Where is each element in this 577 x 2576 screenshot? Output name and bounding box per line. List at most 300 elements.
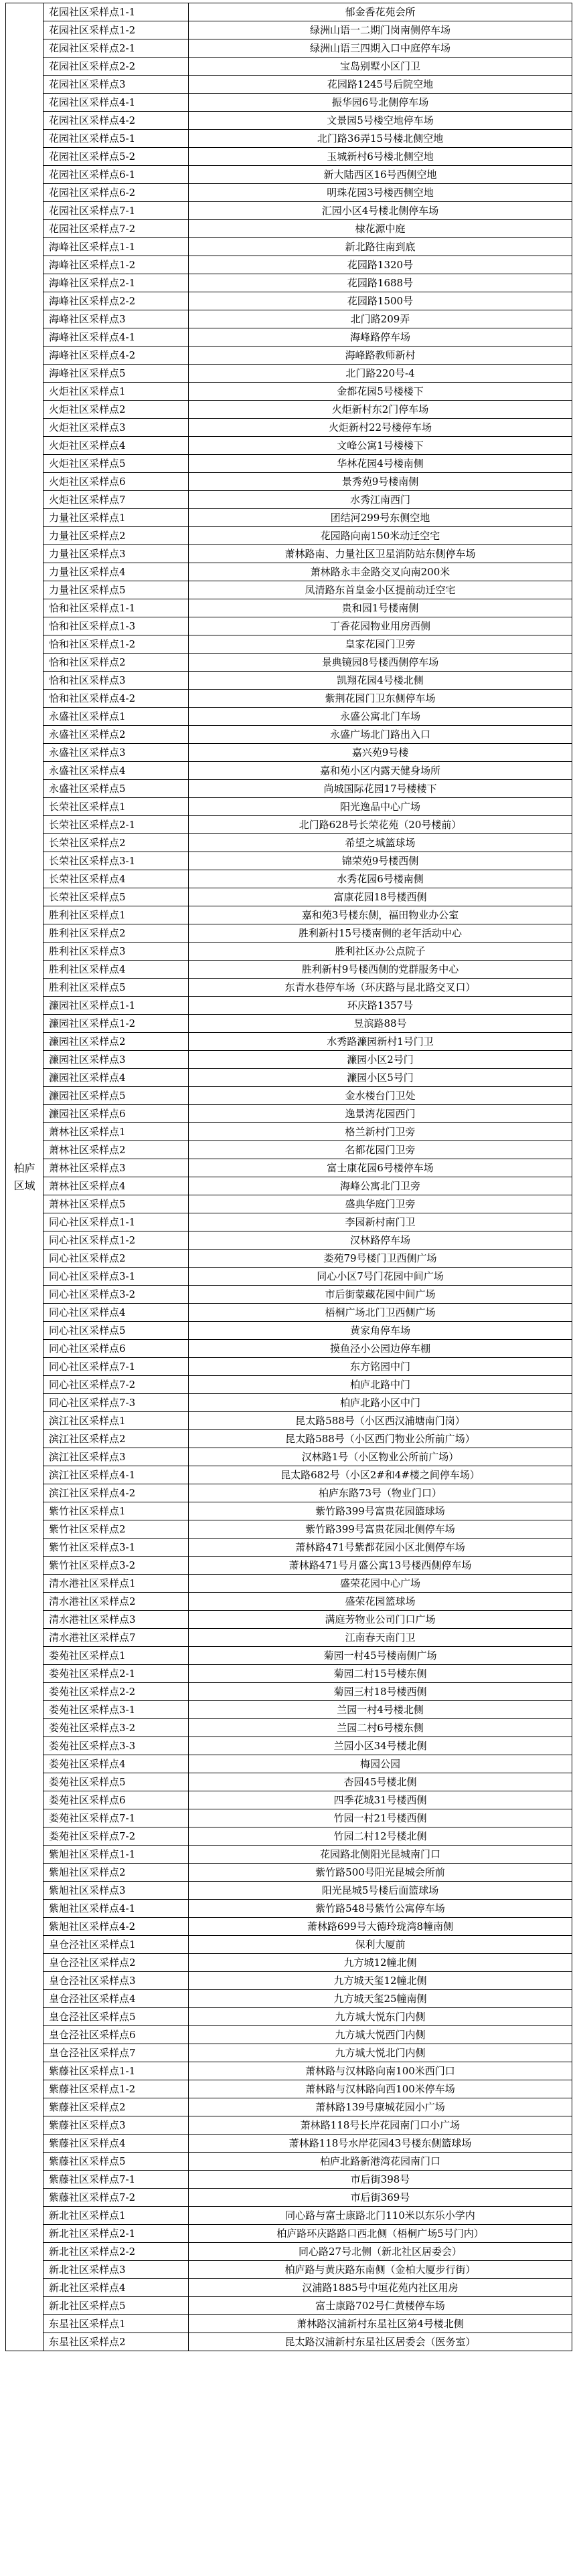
sampling-site-location: 嘉和苑小区内露天健身场所 [189, 762, 572, 780]
sampling-site-name: 紫藤社区采样点1-1 [44, 2062, 189, 2080]
table-row [6, 1791, 572, 1809]
sampling-site-name: 胜利社区采样点2 [44, 924, 189, 943]
sampling-site-location: 新北路往南到底 [189, 238, 572, 256]
sampling-site-location: 海峰路停车场 [189, 328, 572, 346]
table-row [6, 1015, 572, 1033]
table-row [6, 1250, 572, 1268]
sampling-site-name: 娄苑社区采样点6 [44, 1791, 189, 1809]
sampling-site-name: 海峰社区采样点5 [44, 365, 189, 383]
sampling-site-location: 保利大厦前 [189, 1936, 572, 1954]
sampling-sites-table [5, 3, 572, 2351]
sampling-site-location: 紫竹路399号富贵花园篮球场 [189, 1502, 572, 1520]
sampling-site-name: 同心社区采样点7-3 [44, 1394, 189, 1412]
sampling-site-location: 九方城天玺12幢北侧 [189, 1972, 572, 1990]
sampling-site-location: 北门路209弄 [189, 310, 572, 328]
sampling-site-name: 滨江社区采样点3 [44, 1448, 189, 1466]
table-row [6, 1665, 572, 1683]
table-row [6, 2116, 572, 2135]
table-row [6, 401, 572, 419]
sampling-site-name: 紫旭社区采样点3 [44, 1882, 189, 1900]
sampling-site-location: 明珠花园3号楼西侧空地 [189, 184, 572, 202]
sampling-site-name: 滨江社区采样点1 [44, 1412, 189, 1430]
sampling-site-name: 娄苑社区采样点2-2 [44, 1683, 189, 1701]
sampling-site-location: 逸景湾花园西门 [189, 1105, 572, 1123]
table-row [6, 798, 572, 816]
table-row [6, 2171, 572, 2189]
sampling-site-location: 东青水巷停车场（环庆路与昆北路交叉口） [189, 979, 572, 997]
table-row [6, 2080, 572, 2098]
table-row [6, 184, 572, 202]
table-row [6, 599, 572, 617]
sampling-site-location: 振华园6号北侧停车场 [189, 94, 572, 112]
table-row [6, 1123, 572, 1141]
sampling-site-name: 东星社区采样点2 [44, 2333, 189, 2351]
sampling-site-name: 皇仓泾社区采样点1 [44, 1936, 189, 1954]
table-row [6, 292, 572, 310]
sampling-site-name: 海峰社区采样点2-1 [44, 274, 189, 292]
sampling-site-name: 同心社区采样点5 [44, 1322, 189, 1340]
sampling-site-location: 同心小区7号门花园中间广场 [189, 1268, 572, 1286]
sampling-site-location: 文峰公寓1号楼楼下 [189, 437, 572, 455]
table-row [6, 2315, 572, 2333]
table-row [6, 943, 572, 961]
sampling-site-location: 凯翔花园4号楼北侧 [189, 672, 572, 690]
table-row [6, 1575, 572, 1593]
sampling-site-location: 柏庐东路73号（物业门口） [189, 1484, 572, 1502]
table-row [6, 112, 572, 130]
sampling-site-name: 火炬社区采样点6 [44, 473, 189, 491]
sampling-site-location: 萧林路永丰金路交叉向南200米 [189, 563, 572, 581]
table-row [6, 2098, 572, 2116]
sampling-site-name: 紫竹社区采样点3-1 [44, 1539, 189, 1557]
sampling-sites-body [6, 3, 572, 2351]
sampling-site-name: 新北社区采样点1 [44, 2207, 189, 2225]
table-row [6, 1141, 572, 1159]
sampling-site-location: 濂园小区2号门 [189, 1051, 572, 1069]
table-row [6, 1755, 572, 1773]
sampling-site-name: 恰和社区采样点3 [44, 672, 189, 690]
table-row [6, 1322, 572, 1340]
sampling-site-location: 萧林路471号紫都花园小区北侧停车场 [189, 1539, 572, 1557]
sampling-site-name: 火炬社区采样点2 [44, 401, 189, 419]
sampling-site-location: 文景园5号楼空地停车场 [189, 112, 572, 130]
sampling-site-location: 紫竹路500号阳光昆城会所前 [189, 1864, 572, 1882]
table-row [6, 2333, 572, 2351]
table-row [6, 58, 572, 76]
sampling-site-name: 长荣社区采样点5 [44, 888, 189, 906]
sampling-site-name: 新北社区采样点4 [44, 2279, 189, 2297]
table-row [6, 2261, 572, 2279]
table-row [6, 1737, 572, 1755]
sampling-site-location: 北门路36弄15号楼北侧空地 [189, 130, 572, 148]
sampling-site-location: 嘉兴苑9号楼 [189, 744, 572, 762]
sampling-site-name: 同心社区采样点2 [44, 1250, 189, 1268]
sampling-site-location: 胜利社区办公点院子 [189, 943, 572, 961]
table-row [6, 1990, 572, 2008]
table-row [6, 455, 572, 473]
sampling-site-location: 宝岛别墅小区门卫 [189, 58, 572, 76]
table-row [6, 1539, 572, 1557]
table-row [6, 1864, 572, 1882]
region-cell: 柏庐区域 [6, 3, 44, 2351]
table-row [6, 1159, 572, 1177]
table-row [6, 1304, 572, 1322]
sampling-site-location: 花园路1500号 [189, 292, 572, 310]
table-row [6, 1213, 572, 1231]
sampling-site-location: 市后街蒙藏花园中间广场 [189, 1286, 572, 1304]
sampling-site-location: 海峰公寓北门卫旁 [189, 1177, 572, 1195]
sampling-site-location: 汉林路停车场 [189, 1231, 572, 1250]
sampling-site-name: 同心社区采样点6 [44, 1340, 189, 1358]
sampling-site-location: 金都花园5号楼楼下 [189, 383, 572, 401]
sampling-site-name: 恰和社区采样点4-2 [44, 690, 189, 708]
sampling-site-name: 濂园社区采样点6 [44, 1105, 189, 1123]
sampling-site-name: 新北社区采样点3 [44, 2261, 189, 2279]
sampling-site-name: 萧林社区采样点1 [44, 1123, 189, 1141]
table-row [6, 762, 572, 780]
sampling-site-name: 火炬社区采样点7 [44, 491, 189, 509]
sampling-site-location: 柏庐路环庆路路口西北侧（梧桐广场5号门内） [189, 2225, 572, 2243]
table-row [6, 1051, 572, 1069]
table-row [6, 780, 572, 798]
table-row [6, 1087, 572, 1105]
sampling-site-name: 花园社区采样点3 [44, 76, 189, 94]
sampling-site-name: 萧林社区采样点2 [44, 1141, 189, 1159]
sampling-site-location: 同心路与富士康路北门110米以东乐小学内 [189, 2207, 572, 2225]
sampling-site-location: 菊园三村18号楼西侧 [189, 1683, 572, 1701]
sampling-site-location: 萧林路汉浦新村东星社区第4号楼北侧 [189, 2315, 572, 2333]
sampling-site-location: 满庭芳物业公司门口广场 [189, 1611, 572, 1629]
sampling-site-name: 紫藤社区采样点1-2 [44, 2080, 189, 2098]
table-row [6, 2044, 572, 2062]
sampling-site-name: 永盛社区采样点3 [44, 744, 189, 762]
sampling-site-location: 九方城大悦东门内侧 [189, 2008, 572, 2026]
sampling-site-location: 濂园小区5号门 [189, 1069, 572, 1087]
table-row [6, 1593, 572, 1611]
table-row [6, 1033, 572, 1051]
sampling-site-name: 同心社区采样点3-1 [44, 1268, 189, 1286]
sampling-site-name: 紫旭社区采样点4-2 [44, 1918, 189, 1936]
sampling-site-name: 皇仓泾社区采样点2 [44, 1954, 189, 1972]
table-row [6, 1286, 572, 1304]
table-row [6, 473, 572, 491]
table-row [6, 1611, 572, 1629]
sampling-site-name: 皇仓泾社区采样点3 [44, 1972, 189, 1990]
sampling-site-name: 新北社区采样点2-1 [44, 2225, 189, 2243]
table-row [6, 1376, 572, 1394]
sampling-site-location: 花园路北侧阳光昆城南门口 [189, 1846, 572, 1864]
sampling-site-name: 火炬社区采样点5 [44, 455, 189, 473]
sampling-site-location: 昱滨路88号 [189, 1015, 572, 1033]
sampling-site-location: 萧林路与汉林路向西100米停车场 [189, 2080, 572, 2098]
sampling-site-name: 娄苑社区采样点4 [44, 1755, 189, 1773]
sampling-site-name: 紫藤社区采样点2 [44, 2098, 189, 2116]
sampling-site-location: 嘉和苑3号楼东侧，福田物业办公室 [189, 906, 572, 924]
sampling-site-name: 娄苑社区采样点3-2 [44, 1719, 189, 1737]
sampling-site-name: 胜利社区采样点4 [44, 961, 189, 979]
table-row [6, 2279, 572, 2297]
sampling-site-name: 东星社区采样点1 [44, 2315, 189, 2333]
table-row [6, 2008, 572, 2026]
table-row [6, 1177, 572, 1195]
table-row [6, 2153, 572, 2171]
sampling-site-location: 李园新村南门卫 [189, 1213, 572, 1231]
sampling-site-name: 紫藤社区采样点7-1 [44, 2171, 189, 2189]
table-row [6, 888, 572, 906]
sampling-site-name: 花园社区采样点1-1 [44, 3, 189, 21]
table-row [6, 76, 572, 94]
sampling-site-location: 丁香花园物业用房西侧 [189, 617, 572, 635]
sampling-site-location: 梧桐广场北门卫西侧广场 [189, 1304, 572, 1322]
sampling-site-location: 江南春天南门卫 [189, 1629, 572, 1647]
table-row [6, 1502, 572, 1520]
sampling-site-location: 兰园二村6号楼东侧 [189, 1719, 572, 1737]
table-row [6, 1972, 572, 1990]
sampling-site-location: 尚城国际花园17号楼楼下 [189, 780, 572, 798]
table-row [6, 1069, 572, 1087]
sampling-site-name: 海峰社区采样点4-1 [44, 328, 189, 346]
sampling-site-location: 梅园公园 [189, 1755, 572, 1773]
sampling-site-name: 新北社区采样点5 [44, 2297, 189, 2315]
table-row [6, 545, 572, 563]
sampling-site-name: 永盛社区采样点2 [44, 726, 189, 744]
sampling-site-name: 火炬社区采样点3 [44, 419, 189, 437]
table-row [6, 2225, 572, 2243]
sampling-site-name: 濂园社区采样点5 [44, 1087, 189, 1105]
table-row [6, 924, 572, 943]
sampling-site-name: 娄苑社区采样点7-1 [44, 1809, 189, 1827]
sampling-site-name: 紫竹社区采样点3-2 [44, 1557, 189, 1575]
table-row [6, 383, 572, 401]
sampling-site-name: 滨江社区采样点4-1 [44, 1466, 189, 1484]
sampling-site-name: 娄苑社区采样点7-2 [44, 1827, 189, 1846]
sampling-site-name: 紫旭社区采样点4-1 [44, 1900, 189, 1918]
sampling-site-location: 兰园一村4号楼北侧 [189, 1701, 572, 1719]
table-row [6, 1846, 572, 1864]
sampling-site-location: 紫竹路399号富贵花园北侧停车场 [189, 1520, 572, 1539]
sampling-site-location: 汉林路1号（小区物业公所前广场） [189, 1448, 572, 1466]
sampling-site-name: 花园社区采样点6-1 [44, 166, 189, 184]
sampling-site-name: 濂园社区采样点2 [44, 1033, 189, 1051]
table-row [6, 672, 572, 690]
sampling-site-location: 四季花城31号楼西侧 [189, 1791, 572, 1809]
table-row [6, 1520, 572, 1539]
sampling-site-location: 汇园小区4号楼北侧停车场 [189, 202, 572, 220]
sampling-site-location: 阳光昆城5号楼后面篮球场 [189, 1882, 572, 1900]
sampling-site-location: 棣花源中庭 [189, 220, 572, 238]
table-row [6, 1719, 572, 1737]
sampling-site-name: 紫藤社区采样点3 [44, 2116, 189, 2135]
table-row [6, 2135, 572, 2153]
table-row [6, 527, 572, 545]
sampling-site-location: 九方城大悦西门内侧 [189, 2026, 572, 2044]
sampling-site-location: 水秀路濂园新村1号门卫 [189, 1033, 572, 1051]
table-row [6, 1466, 572, 1484]
sampling-site-location: 萧林路118号水岸花园43号楼东侧篮球场 [189, 2135, 572, 2153]
sampling-site-name: 濂园社区采样点1-2 [44, 1015, 189, 1033]
table-row [6, 1773, 572, 1791]
sampling-site-name: 胜利社区采样点1 [44, 906, 189, 924]
sampling-site-name: 海峰社区采样点3 [44, 310, 189, 328]
sampling-site-name: 恰和社区采样点1-2 [44, 635, 189, 654]
sampling-site-location: 柏庐路与黄庆路东南侧（金柏大厦步行街） [189, 2261, 572, 2279]
table-row [6, 1484, 572, 1502]
sampling-site-name: 娄苑社区采样点3-1 [44, 1701, 189, 1719]
sampling-site-name: 清水港社区采样点2 [44, 1593, 189, 1611]
sampling-site-name: 花园社区采样点2-1 [44, 39, 189, 58]
sampling-site-location: 绿洲山语三四期入口中庭停车场 [189, 39, 572, 58]
sampling-site-location: 昆太路682号（小区2#和4#楼之间停车场） [189, 1466, 572, 1484]
sampling-site-location: 玉城新村6号楼北侧空地 [189, 148, 572, 166]
table-row [6, 437, 572, 455]
table-row [6, 1647, 572, 1665]
sampling-site-location: 柏庐北路中门 [189, 1376, 572, 1394]
sampling-site-name: 滨江社区采样点4-2 [44, 1484, 189, 1502]
sampling-site-name: 娄苑社区采样点5 [44, 1773, 189, 1791]
table-row [6, 690, 572, 708]
table-row [6, 94, 572, 112]
table-row [6, 1448, 572, 1466]
table-row [6, 202, 572, 220]
sampling-site-location: 郁金香花苑会所 [189, 3, 572, 21]
sampling-site-location: 胜利新村15号楼南侧的老年活动中心 [189, 924, 572, 943]
sampling-site-name: 紫藤社区采样点5 [44, 2153, 189, 2171]
table-row [6, 419, 572, 437]
sampling-site-name: 紫竹社区采样点2 [44, 1520, 189, 1539]
table-row [6, 3, 572, 21]
sampling-site-location: 萧林路471号月盛公寓13号楼西侧停车场 [189, 1557, 572, 1575]
table-row [6, 346, 572, 365]
sampling-site-name: 长荣社区采样点3-1 [44, 852, 189, 870]
sampling-site-name: 紫藤社区采样点7-2 [44, 2189, 189, 2207]
table-row [6, 1430, 572, 1448]
sampling-site-name: 紫旭社区采样点1-1 [44, 1846, 189, 1864]
sampling-site-name: 濂园社区采样点1-1 [44, 997, 189, 1015]
sampling-site-location: 水秀花园6号楼南侧 [189, 870, 572, 888]
sampling-site-name: 海峰社区采样点4-2 [44, 346, 189, 365]
sampling-site-name: 力量社区采样点2 [44, 527, 189, 545]
sampling-site-location: 同心路27号北侧（新北社区居委会） [189, 2243, 572, 2261]
sampling-site-name: 花园社区采样点7-2 [44, 220, 189, 238]
table-row [6, 834, 572, 852]
table-row [6, 563, 572, 581]
table-row [6, 1701, 572, 1719]
table-row [6, 491, 572, 509]
sampling-site-location: 花园路向南150米动迁空宅 [189, 527, 572, 545]
sampling-site-name: 同心社区采样点3-2 [44, 1286, 189, 1304]
sampling-site-location: 紫荆花园门卫东侧停车场 [189, 690, 572, 708]
sampling-site-name: 皇仓泾社区采样点6 [44, 2026, 189, 2044]
sampling-site-location: 凤清路东首皇金小区提前动迁空宅 [189, 581, 572, 599]
table-row [6, 997, 572, 1015]
sampling-site-location: 萧林路699号大德玲珑湾8幢南侧 [189, 1918, 572, 1936]
sampling-site-location: 景典镜园8号楼西侧停车场 [189, 654, 572, 672]
table-row [6, 2062, 572, 2080]
table-row [6, 906, 572, 924]
sampling-site-name: 清水港社区采样点7 [44, 1629, 189, 1647]
sampling-site-name: 同心社区采样点4 [44, 1304, 189, 1322]
table-row [6, 2243, 572, 2261]
table-row [6, 1629, 572, 1647]
sampling-site-name: 清水港社区采样点1 [44, 1575, 189, 1593]
table-row [6, 1900, 572, 1918]
table-row [6, 870, 572, 888]
sampling-site-name: 娄苑社区采样点1 [44, 1647, 189, 1665]
sampling-site-location: 萧林路118号长岸花园南门口小广场 [189, 2116, 572, 2135]
sampling-site-name: 花园社区采样点6-2 [44, 184, 189, 202]
sampling-site-location: 东方铭园中门 [189, 1358, 572, 1376]
table-row [6, 744, 572, 762]
table-row [6, 1105, 572, 1123]
sampling-site-name: 长荣社区采样点2 [44, 834, 189, 852]
sampling-site-location: 盛荣花园中心广场 [189, 1575, 572, 1593]
sampling-site-location: 昆太路汉浦新村东星社区居委会（医务室） [189, 2333, 572, 2351]
sampling-site-location: 贵和园1号楼南侧 [189, 599, 572, 617]
sampling-site-location: 花园路1688号 [189, 274, 572, 292]
table-row [6, 1231, 572, 1250]
sampling-site-name: 火炬社区采样点1 [44, 383, 189, 401]
sampling-site-location: 富士康路702号仁黄楼停车场 [189, 2297, 572, 2315]
table-row [6, 1936, 572, 1954]
sampling-site-location: 九方城12幢北侧 [189, 1954, 572, 1972]
sampling-site-location: 柏庐北路小区中门 [189, 1394, 572, 1412]
sampling-site-name: 新北社区采样点2-2 [44, 2243, 189, 2261]
table-row [6, 1809, 572, 1827]
sampling-site-name: 同心社区采样点1-2 [44, 1231, 189, 1250]
sampling-site-location: 杏园45号楼北侧 [189, 1773, 572, 1791]
sampling-site-location: 紫竹路548号紫竹公寓停车场 [189, 1900, 572, 1918]
table-row [6, 39, 572, 58]
sampling-site-name: 清水港社区采样点3 [44, 1611, 189, 1629]
sampling-site-location: 盛荣花园篮球场 [189, 1593, 572, 1611]
table-row [6, 310, 572, 328]
sampling-site-name: 娄苑社区采样点3-3 [44, 1737, 189, 1755]
sampling-site-name: 恰和社区采样点2 [44, 654, 189, 672]
sampling-site-name: 萧林社区采样点5 [44, 1195, 189, 1213]
table-row [6, 1954, 572, 1972]
sampling-site-location: 萧林路与汉林路向南100米西门口 [189, 2062, 572, 2080]
table-row [6, 726, 572, 744]
table-row [6, 654, 572, 672]
table-row [6, 130, 572, 148]
table-row [6, 148, 572, 166]
table-row [6, 1358, 572, 1376]
sampling-site-location: 昆太路588号（小区西汉浦塘南门岗） [189, 1412, 572, 1430]
table-row [6, 617, 572, 635]
table-row [6, 852, 572, 870]
table-row [6, 1882, 572, 1900]
sampling-site-name: 力量社区采样点4 [44, 563, 189, 581]
sampling-site-location: 团结河299号东侧空地 [189, 509, 572, 527]
sampling-site-location: 环庆路1357号 [189, 997, 572, 1015]
sampling-site-name: 皇仓泾社区采样点7 [44, 2044, 189, 2062]
table-row [6, 1195, 572, 1213]
sampling-site-name: 滨江社区采样点2 [44, 1430, 189, 1448]
sampling-site-location: 花园路1245号后院空地 [189, 76, 572, 94]
table-row [6, 21, 572, 39]
sampling-site-name: 胜利社区采样点3 [44, 943, 189, 961]
table-row [6, 2026, 572, 2044]
table-row [6, 2207, 572, 2225]
table-row [6, 1412, 572, 1430]
sampling-site-name: 长荣社区采样点2-1 [44, 816, 189, 834]
sampling-site-name: 皇仓泾社区采样点5 [44, 2008, 189, 2026]
sampling-site-name: 海峰社区采样点1-2 [44, 256, 189, 274]
sampling-site-location: 希望之城篮球场 [189, 834, 572, 852]
sampling-site-location: 市后街369号 [189, 2189, 572, 2207]
table-row [6, 708, 572, 726]
sampling-site-name: 紫藤社区采样点4 [44, 2135, 189, 2153]
